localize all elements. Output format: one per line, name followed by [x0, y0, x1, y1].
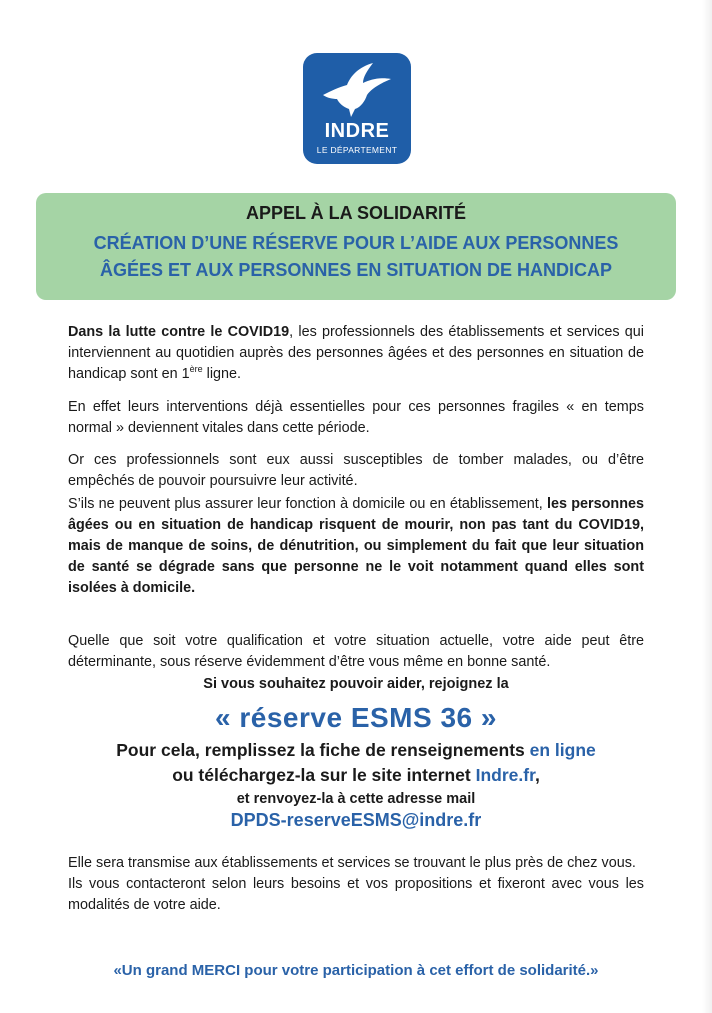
banner-subtitle-line2: ÂGÉES ET AUX PERSONNES EN SITUATION DE HANDICAP [99, 260, 613, 280]
cta-email-intro: et renvoyez-la à cette adresse mail [236, 791, 476, 807]
paragraph-transmission [68, 853, 644, 916]
cta-download-line [0, 765, 712, 786]
paragraph-risks-text: S’ils ne peuvent plus assurer leur fonction à domicile ou en établissement, [68, 496, 547, 512]
indre-logo [303, 53, 411, 164]
paragraph-covid-end: ligne. [202, 366, 242, 382]
paragraph-covid-lead: Dans la lutte contre le COVID19 [68, 324, 290, 340]
page-edge-shadow [702, 0, 712, 1013]
email-link[interactable]: DPDS-reserveESMS@indre.fr [230, 810, 482, 830]
bird-icon [321, 61, 393, 119]
closing-thanks: «Un grand MERCI pour votre participation à cet effort de solidarité.» [113, 962, 599, 979]
paragraph-risks [68, 494, 644, 599]
paragraph-risks-bold: les personnes âgées ou en situation de handicap risquent de mourir, non pas tant du COVID19, mais de manque de soins, de dénutrition, ou simplement du fait que leur situation de santé se dégrade sans que personne ne le voit notamment quand elles sont isolées à domicile. [68, 496, 644, 596]
cta-form-text: Pour cela, remplissez la fiche de renseignements [116, 740, 530, 760]
superscript-ere: ère [189, 364, 203, 375]
title-banner [36, 193, 676, 300]
paragraph-qualification: Quelle que soit votre qualification et votre situation actuelle, votre aide peut être déterminante, sous réserve évidemment d’être vous même en bonne santé. [68, 633, 644, 670]
paragraph-transmission-line2: Ils vous contacteront selon leurs besoins et vos propositions et fixeront avec vous les modalités de votre aide. [68, 876, 644, 913]
cta-intro: Si vous souhaitez pouvoir aider, rejoignez la [203, 676, 509, 692]
banner-subtitle-line1: CRÉATION D’UNE RÉSERVE POUR L’AIDE AUX PERSONNES [93, 233, 619, 253]
reserve-title: « réserve ESMS 36 » [215, 702, 497, 733]
paragraph-covid-text: , les professionnels des établissements et services qui interviennent au quotidien auprès des personnes âgées et des personnes en situation de handicap sont en 1 [68, 324, 644, 382]
paragraph-transmission-line1: Elle sera transmise aux établissements et services se trouvant le plus près de chez vous. [68, 855, 636, 871]
cta-form-line [0, 740, 712, 761]
paragraph-covid [68, 322, 644, 385]
logo-subtitle: LE DÉPARTEMENT [316, 145, 398, 155]
paragraph-professionals: Or ces professionnels sont eux aussi susceptibles de tomber malades, ou d’être empêchés de pouvoir poursuivre leur activité. [68, 452, 644, 489]
banner-title: APPEL À LA SOLIDARITÉ [245, 203, 467, 223]
online-link[interactable]: en ligne [529, 740, 596, 760]
cta-download-end: , [534, 765, 540, 785]
indre-fr-link[interactable]: Indre.fr [475, 765, 535, 785]
paragraph-interventions: En effet leurs interventions déjà essentielles pour ces personnes fragiles « en temps normal » deviennent vitales dans cette période. [68, 399, 644, 436]
logo-name: INDRE [324, 120, 390, 142]
cta-download-text: ou téléchargez-la sur le site internet [172, 765, 476, 785]
